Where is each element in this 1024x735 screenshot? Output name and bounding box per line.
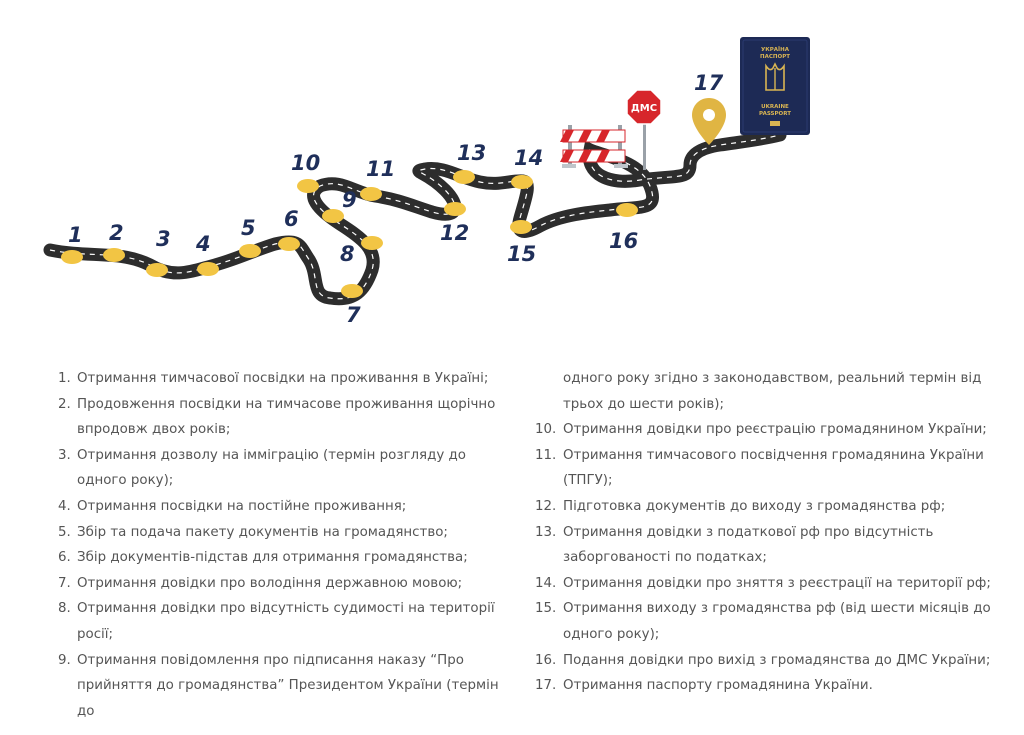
step-item: 2. Продовження посвідки на тимчасове проживання щорічно впродовж двох років;: [58, 396, 496, 438]
marker-number: 5: [241, 216, 256, 240]
road-map-illustration: [0, 0, 1024, 345]
marker-number: 15: [507, 242, 537, 266]
dms-stop-sign-icon: [627, 90, 661, 170]
step-item: 14. Отримання довідки про зняття з реєстрації на території рф;: [535, 575, 991, 591]
marker-number: 11: [366, 157, 396, 181]
steps-column-right: [535, 366, 1000, 699]
step-item: 17. Отримання паспорту громадянина України.: [535, 678, 873, 694]
step-item: 13. Отримання довідки з податкової рф про відсутність заборгованості по податках;: [535, 524, 934, 566]
road-marker: [510, 220, 532, 234]
road-marker: [453, 170, 475, 184]
marker-number: 6: [284, 207, 299, 231]
passport-icon: [740, 37, 810, 135]
location-pin-icon: [692, 98, 726, 145]
step-item: 4. Отримання посвідки на постійне проживання;: [58, 498, 407, 514]
steps-list: [0, 366, 1024, 735]
step-item: 8. Отримання довідки про відсутність судимості на території росії;: [58, 601, 495, 642]
road-marker: [616, 203, 638, 217]
road-marker: [103, 248, 125, 262]
road-marker: [197, 262, 219, 276]
road-marker: [341, 284, 363, 298]
road-marker: [322, 209, 344, 223]
marker-number: 1: [68, 223, 83, 247]
road-marker: [278, 237, 300, 251]
sign-text: ДМС: [630, 103, 658, 114]
marker-number: 2: [109, 221, 124, 245]
road-marker: [360, 187, 382, 201]
svg-text:ПАСПОРТ: ПАСПОРТ: [760, 54, 790, 60]
step-9-continuation: одного року згідно з законодавством, реальний термін від трьох до шести років);: [563, 371, 982, 412]
step-item: 3. Отримання дозволу на імміграцію (термін розгляду до одного року);: [58, 447, 466, 489]
road-marker: [146, 263, 168, 277]
marker-number: 3: [156, 227, 171, 251]
step-item: 11. Отримання тимчасового посвідчення громадянина України (ТПГУ);: [535, 447, 984, 489]
svg-text:УКРАЇНА: УКРАЇНА: [761, 47, 789, 53]
road-marker: [297, 179, 319, 193]
marker-number: 9: [342, 188, 357, 212]
marker-number: 10: [291, 151, 321, 175]
marker-number: 12: [440, 221, 470, 245]
road-marker: [61, 250, 83, 264]
step-item: 7. Отримання довідки про володіння державною мовою;: [58, 575, 463, 591]
marker-number: 16: [609, 229, 639, 253]
step-item: 10. Отримання довідки про реєстрацію громадянином України;: [535, 422, 987, 438]
road-marker: [361, 236, 383, 250]
marker-number: 4: [196, 232, 211, 256]
step-item: 12. Підготовка документів до виходу з громадянства рф;: [535, 498, 946, 514]
step-item: 1. Отримання тимчасової посвідки на проживання в Україні;: [58, 371, 489, 386]
road-marker: [444, 202, 466, 216]
svg-text:PASSPORT: PASSPORT: [759, 111, 791, 117]
marker-number: 14: [514, 146, 544, 170]
steps-column-left: [58, 366, 518, 724]
step-item: 5. Збір та подача пакету документів на громадянство;: [58, 524, 448, 540]
marker-number: 8: [340, 242, 355, 266]
svg-text:UKRAINE: UKRAINE: [761, 104, 789, 110]
step-item: 16. Подання довідки про вихід з громадянства до ДМС України;: [535, 652, 991, 668]
marker-number: 13: [457, 141, 487, 165]
step-item: 9. Отримання повідомлення про підписання наказу “Про прийняття до громадянства” Президентом України (термін до: [58, 652, 499, 719]
marker-number: 7: [346, 303, 361, 327]
road-marker: [511, 175, 533, 189]
step-item: 6. Збір документів-підстав для отримання громадянства;: [58, 550, 468, 566]
step-item: 15. Отримання виходу з громадянства рф (від шести місяців до одного року);: [535, 601, 991, 642]
road-marker: [239, 244, 261, 258]
marker-number: 17: [694, 71, 724, 95]
